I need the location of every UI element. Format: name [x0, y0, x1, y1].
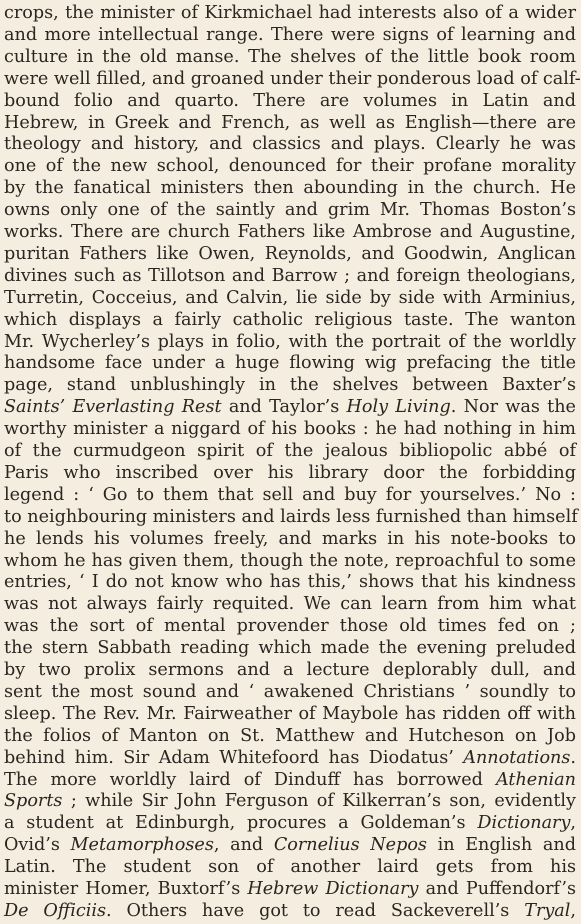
- italic-title: Tryal: [524, 900, 571, 921]
- text-run: Latin. The student son of another laird gets from his: [4, 857, 576, 878]
- text-run: entries, ‘ I do not know who has this,’ shows that his kindness: [4, 572, 576, 593]
- text-run: puritan Fathers like Owen, Reynolds, and Goodwin, Anglican: [4, 243, 576, 264]
- italic-title: Hebrew Dictionary: [247, 879, 419, 899]
- text-run: bound folio and quarto. There are volumes in Latin and: [4, 90, 576, 111]
- italic-title: Annotations: [463, 747, 571, 768]
- italic-title: Dictionary: [477, 813, 571, 834]
- italic-title: Athenian: [496, 769, 576, 790]
- italic-title: Sports: [4, 791, 63, 812]
- italic-title: Holy Living: [346, 397, 451, 418]
- text-run: was the sort of mental provender those old times fed on ;: [4, 616, 576, 637]
- text-run: was not always fairly requited. We can learn from him what: [4, 594, 576, 615]
- text-run: he lends his volumes freely, and marks in his note-books to: [4, 528, 576, 549]
- text-run: ,: [570, 813, 576, 834]
- text-run: culture in the old manse. The shelves of the little book room: [4, 46, 576, 67]
- text-run: owns only one of the saintly and grim Mr. Thomas Boston’s: [4, 200, 576, 221]
- text-run: crops, the minister of Kirkmichael had interests also of a wider: [4, 3, 576, 23]
- text-run: the folios of Manton on St. Matthew and Hutcheson on Job: [4, 725, 576, 746]
- text-run: and more intellectual range. There were signs of learning and: [4, 24, 576, 45]
- text-run: , and: [213, 835, 274, 856]
- text-run: by two prolix sermons and a lecture deplorably dull, and: [4, 660, 576, 680]
- text-run: to neighbouring ministers and lairds less furnished than himself: [4, 506, 578, 527]
- text-run: which displays a fairly catholic religious taste. The wanton: [4, 309, 576, 330]
- text-run: Hebrew, in Greek and French, as well as English—there are: [4, 112, 576, 133]
- text-run: and Taylor’s: [221, 397, 347, 418]
- italic-title: Metamorphoses: [70, 835, 214, 856]
- text-run: in English and: [426, 835, 576, 856]
- text-run: the stern Sabbath reading which made the evening preluded: [4, 638, 576, 659]
- text-run: sleep. The Rev. Mr. Fairweather of Maybole has ridden off with: [4, 703, 576, 724]
- text-run: ; while Sir John Ferguson of Kilkerran’s son, evidently: [62, 791, 576, 812]
- text-run: behind him. Sir Adam Whitefoord has Diodatus’: [4, 747, 464, 768]
- italic-title: De Officiis: [4, 900, 107, 921]
- text-run: were well filled, and groaned under their ponderous load of calf-: [4, 68, 581, 89]
- text-run: worthy minister a niggard of his books : he had nothing in him: [4, 419, 576, 440]
- text-run: page, stand unblushingly in the shelves between Baxter’s: [4, 375, 576, 396]
- text-run: Ovid’s: [4, 835, 71, 856]
- text-run: legend : ‘ Go to them that sell and buy for yourselves.’ No :: [4, 484, 576, 505]
- text-run: . Nor was the: [450, 397, 576, 418]
- text-run: .: [570, 747, 576, 768]
- text-run: Mr. Wycherley’s plays in folio, with the portrait of the worldly: [4, 331, 576, 352]
- text-run: handsome face under a huge flowing wig prefacing the title: [4, 353, 576, 374]
- text-run: a student at Edinburgh, procures a Goldeman’s: [4, 813, 478, 834]
- text-line: [4, 898, 576, 924]
- text-run: sent the most sound and ‘ awakened Christians ’ soundly to: [4, 681, 576, 702]
- text-run: divines such as Tillotson and Barrow ; and foreign theologians,: [4, 265, 576, 286]
- text-run: Paris who inscribed over his library door the forbidding: [4, 462, 576, 483]
- text-run: of the curmudgeon spirit of the jealous bibliopolic abbé of: [4, 441, 576, 461]
- text-run: whom he has given them, though the note, reproachful to some: [4, 550, 576, 571]
- italic-title: Cornelius Nepos: [273, 835, 427, 856]
- italic-title: Saints’ Everlasting Rest: [4, 397, 222, 418]
- text-run: by the fanatical ministers then abounding in the church. He: [4, 178, 576, 199]
- text-run: and Puffendorf’s: [418, 879, 576, 899]
- text-run: minister Homer, Buxtorf’s: [4, 879, 248, 899]
- text-run: works. There are church Fathers like Ambrose and Augustine,: [4, 222, 576, 242]
- text-run: Turretin, Cocceius, and Calvin, lie side by side with Arminius,: [4, 287, 576, 308]
- text-run: The more worldly laird of Dinduff has borrowed: [4, 769, 496, 790]
- text-run: . Others have got to read Sackeverell’s: [106, 900, 525, 921]
- text-run: ,: [570, 900, 576, 921]
- text-run: theology and history, and classics and plays. Clearly he was: [4, 134, 576, 155]
- text-run: one of the new school, denounced for their profane morality: [4, 156, 576, 177]
